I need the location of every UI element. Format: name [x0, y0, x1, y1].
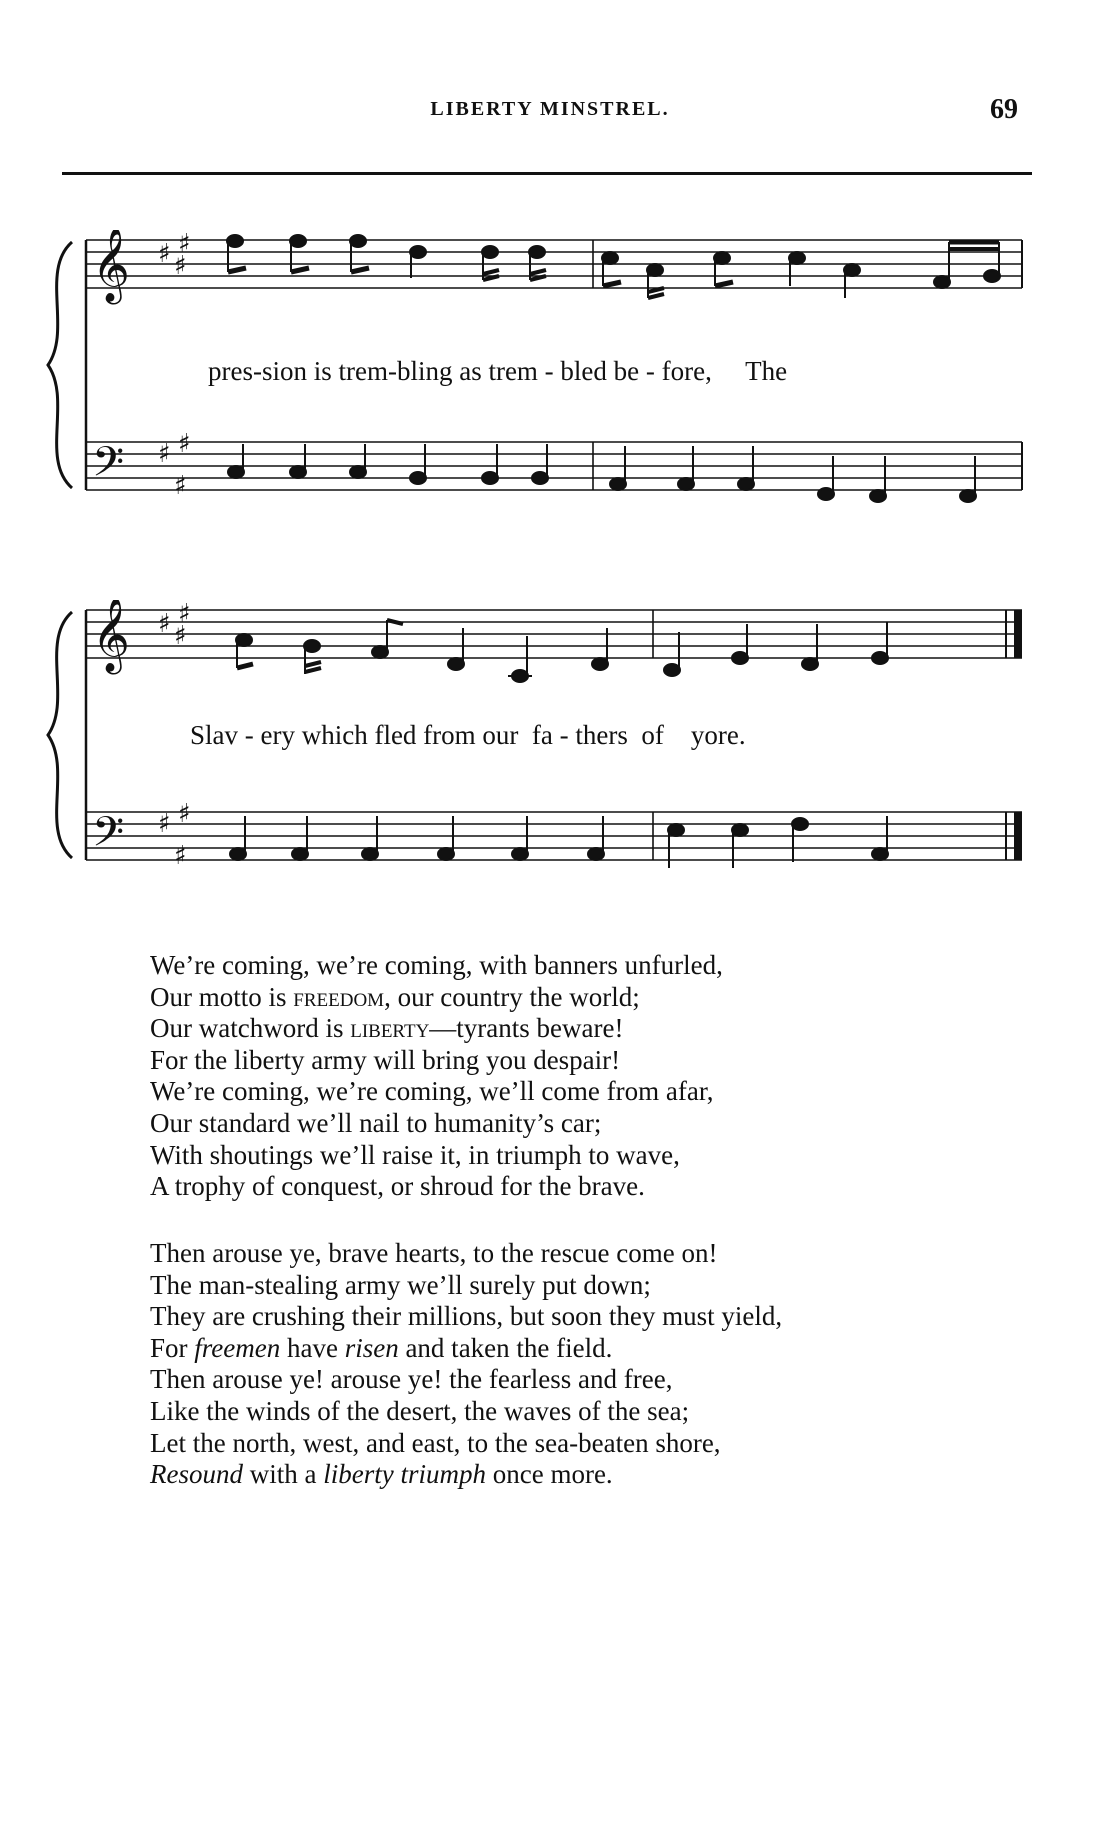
small-caps-word: freedom: [293, 981, 385, 1012]
verse-line: We’re coming, we’re coming, with banners unfurled,: [150, 950, 723, 980]
italic-word: risen: [344, 1332, 399, 1363]
verse-line: Our motto is freedom, our country the world;: [150, 981, 640, 1012]
verse-line: Then arouse ye! arouse ye! the fearless and free,: [150, 1364, 673, 1395]
header-rule: [62, 172, 1032, 175]
page-number: 69: [990, 94, 1018, 125]
italic-word: freemen: [194, 1332, 281, 1363]
verse-line: Then arouse ye, brave hearts, to the rescue come on!: [150, 1238, 718, 1268]
svg-text:♯: ♯: [178, 429, 191, 459]
svg-text:𝄢: 𝄢: [92, 438, 125, 496]
lyrics-line-2: Slav - ery which fled from our fa - thers of yore.: [190, 720, 746, 750]
verse-line: Our watchword is liberty—tyrants beware!: [150, 1013, 624, 1044]
svg-text:𝄞: 𝄞: [92, 600, 130, 672]
verse-line: A trophy of conquest, or shroud for the brave.: [150, 1171, 645, 1202]
verse-1: [150, 950, 723, 1203]
svg-text:♯: ♯: [158, 609, 171, 639]
verse-line: The man-stealing army we’ll surely put down;: [150, 1269, 651, 1300]
svg-text:♯: ♯: [178, 799, 191, 829]
italic-word: liberty triumph: [323, 1459, 486, 1490]
svg-text:𝄞: 𝄞: [92, 230, 130, 302]
music-system-2: [0, 600, 1100, 920]
verse-line: They are crushing their millions, but soon they must yield,: [150, 1301, 783, 1332]
verse-line: Like the winds of the desert, the waves of the sea;: [150, 1395, 690, 1426]
verse-line: Our standard we’ll nail to humanity’s car;: [150, 1107, 602, 1138]
running-header: LIBERTY MINSTREL.: [430, 98, 670, 120]
verse-line: With shoutings we’ll raise it, in triumph to wave,: [150, 1139, 680, 1170]
svg-text:♯: ♯: [174, 471, 187, 501]
verse-line: For freemen have risen and taken the field.: [150, 1332, 613, 1363]
svg-text:𝄢: 𝄢: [92, 808, 125, 866]
svg-text:♯: ♯: [158, 239, 171, 269]
small-caps-word: liberty: [350, 1013, 430, 1044]
svg-text:♯: ♯: [178, 230, 191, 259]
verse-line: Resound with a liberty triumph once more.: [150, 1459, 613, 1490]
verse-line: We’re coming, we’re coming, we’ll come from afar,: [150, 1076, 714, 1107]
svg-text:♯: ♯: [174, 841, 187, 871]
music-system-1: [0, 230, 1100, 570]
svg-text:♯: ♯: [158, 809, 171, 839]
lyrics-line-1: pres-sion is trem-bling as trem - bled be - fore, The: [208, 356, 788, 386]
verse-line: For the liberty army will bring you despair!: [150, 1044, 621, 1075]
verse-2: [150, 1238, 782, 1491]
svg-text:♯: ♯: [178, 600, 191, 629]
italic-word: Resound: [150, 1459, 243, 1490]
svg-text:♯: ♯: [174, 621, 187, 651]
svg-text:♯: ♯: [174, 251, 187, 281]
verse-line: Let the north, west, and east, to the sea-beaten shore,: [150, 1427, 721, 1458]
svg-text:♯: ♯: [158, 439, 171, 469]
